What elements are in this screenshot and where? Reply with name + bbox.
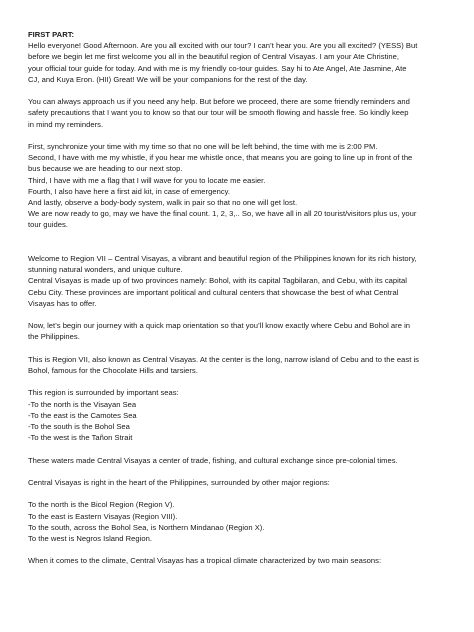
text-line: Central Visayas is made up of two provinces namely: Bohol, with its capital Tagbilaran, and Cebu, with its capital (28, 276, 407, 286)
text-line: Central Visayas is right in the heart of the Philippines, surrounded by other major regions: (28, 477, 330, 487)
blank-line (28, 376, 450, 387)
text-line: -To the north is the Visayan Sea (28, 399, 137, 409)
text-line: Third, I have with me a flag that I will wave for you to locate me easier. (28, 175, 266, 185)
blank-line (28, 443, 450, 454)
text-line: You can always approach us if you need any help. But before we proceed, there are some friendly reminders and (28, 97, 410, 107)
blank-line (28, 242, 450, 253)
text-line: This region is surrounded by important seas: (28, 388, 179, 398)
text-line: the Philippines. (28, 332, 80, 342)
text-line: To the north is the Bicol Region (Region V). (28, 500, 175, 510)
blank-line (28, 488, 450, 499)
text-line: Visayas has to offer. (28, 298, 97, 308)
text-line: before we begin let me first welcome you all in the beautiful region of Central Visayas. I am your Ate Christine, (28, 52, 400, 62)
blank-line (28, 343, 450, 354)
text-line: This is Region VII, also known as Central Visayas. At the center is the long, narrow island of Cebu and to the east is (28, 354, 419, 364)
text-line: We are now ready to go, may we have the final count. 1, 2, 3,.. So, we have all in all 20 tourist/visitors plus us, your (28, 209, 417, 219)
text-line: Hello everyone! Good Afternoon. Are you all excited with our tour? I can’t hear you. Are you all excited? (YESS) But (28, 41, 418, 51)
text-line: in mind my reminders. (28, 119, 104, 129)
text-line: Now, let’s begin our journey with a quick map orientation so that you’ll know exactly where Cebu and Bohol are in (28, 321, 411, 331)
text-line: Second, I have with me my whistle, if you hear me whistle once, that means you are going to line up in front of the (28, 153, 413, 163)
blank-line (28, 544, 450, 555)
blank-line (28, 231, 450, 242)
text-line: These waters made Central Visayas a center of trade, fishing, and cultural exchange since pre-colonial times. (28, 455, 398, 465)
blank-line (28, 85, 450, 96)
text-line: Fourth, I also have here a first aid kit, in case of emergency. (28, 186, 231, 196)
blank-line (28, 309, 450, 320)
text-line: CJ, and Kuya Eron. (HII) Great! We will be your companions for the rest of the day. (28, 74, 308, 84)
blank-line (28, 466, 450, 477)
text-line: tour guides. (28, 220, 68, 230)
text-line: To the west is Negros Island Region. (28, 533, 152, 543)
text-line: -To the south is the Bohol Sea (28, 422, 130, 431)
text-line: When it comes to the climate, Central Visayas has a tropical climate characterized by two main seasons: (28, 556, 382, 566)
text-line: First, synchronize your time with my time so that no one will be left behind, the time with me is 2:00 PM. (28, 142, 378, 151)
text-line: bus because we are heading to our next stop. (28, 164, 183, 174)
text-line: Cebu City. These provinces are important political and cultural centers that showcase the best of what Central (28, 287, 399, 297)
text-line: -To the east is the Camotes Sea (28, 410, 137, 420)
text-line: Bohol, famous for the Chocolate Hills and tarsiers. (28, 366, 198, 375)
text-line: stunning natural wonders, and unique culture. (28, 265, 183, 275)
text-line: To the east is Eastern Visayas (Region VIII). (28, 511, 178, 521)
blank-line (28, 130, 450, 141)
text-line: safety precautions that I want you to know so that our tour will be smooth flowing and hassle free. So kindly keep (28, 108, 409, 118)
text-line: To the south, across the Bohol Sea, is Northern Mindanao (Region X). (28, 522, 265, 532)
text-line: And lastly, observe a body-body system, walk in pair so that no one will get lost. (28, 198, 298, 208)
text-line: Welcome to Region VII – Central Visayas, a vibrant and beautiful region of the Philippines known for its rich history, (28, 254, 417, 263)
section-title: FIRST PART: (28, 30, 75, 39)
text-line: -To the west is the Tañon Strait (28, 433, 133, 443)
document-body (28, 40, 450, 566)
text-line: your official tour guide for today. And with me is my friendly co-tour guides. Say hi to Ate Angel, Ate Jasmine, Ate (28, 63, 407, 73)
